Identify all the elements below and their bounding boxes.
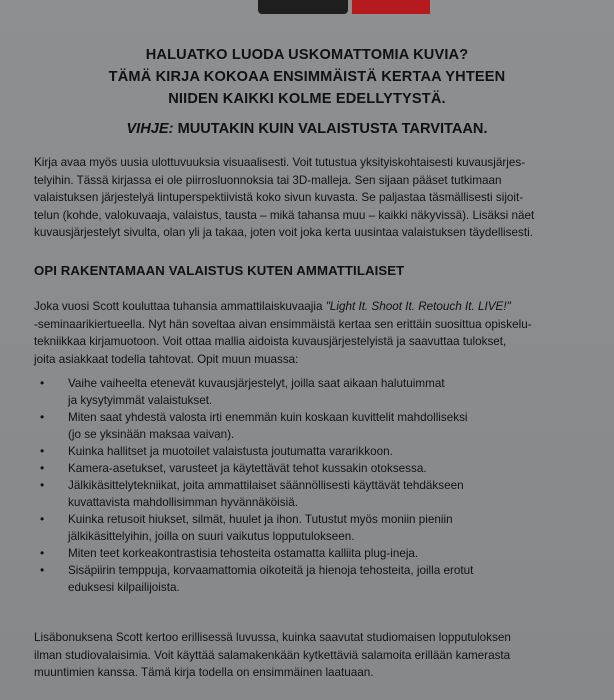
- list-item: [34, 443, 594, 460]
- list-item: [34, 562, 594, 596]
- hint-text: MUUTAKIN KUIN VALAISTUSTA TARVITAAN.: [177, 121, 488, 137]
- text-line: Jälkikäsittelytekniikat, joita ammattilaiset säännöllisesti käyttävät tehdäkseen: [68, 479, 464, 492]
- text-line: Kuinka retusoit hiukset, silmät, huulet ja ihon. Tutustut myös moniin pieniin: [68, 513, 453, 526]
- bullet-icon: •: [40, 563, 45, 577]
- text-line: valaistuksen järjestelyä lintuperspektiivistä koko sivun kuvasta. Se paljastaa täsmällisesti sijoit-: [34, 191, 524, 204]
- text-line: telyihin. Tässä kirjassa ei ole piirrosluonnoksia tai 3D-malleja. Sen sijaan pääset tutkimaan: [34, 173, 502, 187]
- text-line: kuvausjärjestelyt sivulta, olan yli ja takaa, joten voit joka kerta uusintaa valaistuksen täydellisesti.: [34, 226, 533, 239]
- bullet-icon: •: [40, 376, 45, 390]
- hint-heading: [34, 118, 580, 140]
- headline-line: HALUATKO LUODA USKOMATTOMIA KUVIA?: [145, 47, 469, 63]
- text-line: -seminaarikiertueella. Nyt hän soveltaa aivan ensimmäistä kertaa sen erittäin suosittua opiskelu-: [34, 317, 532, 331]
- text-line: ja kysytyimmät valaistukset.: [68, 394, 213, 407]
- text-line: tekniikkaa kirjamuotoon. Voit ottaa mallia aidoista kuvausjärjestelyistä ja saavuttaa tulokset,: [34, 335, 507, 348]
- text-line: joita asiakkaat todella tahtovat. Opit muun muassa:: [34, 352, 299, 366]
- headline: [34, 44, 580, 110]
- cover-title-fragment: [0, 0, 614, 22]
- bullet-icon: •: [40, 512, 45, 526]
- text-line: Miten saat yhdestä valosta irti enemmän kuin koskaan kuvittelit mahdolliseksi: [68, 411, 468, 424]
- bullet-icon: •: [40, 478, 45, 492]
- text-line: eduksesi kilpailijoista.: [68, 581, 180, 594]
- headline-line: TÄMÄ KIRJA KOKOAA ENSIMMÄISTÄ KERTAA YHTEEN: [108, 69, 506, 85]
- bullet-icon: •: [40, 410, 45, 424]
- bullet-icon: •: [40, 444, 45, 458]
- text-line: muuntimien kanssa. Tämä kirja todella on ensimmäinen laatuaan.: [34, 666, 374, 679]
- list-item: [34, 409, 594, 443]
- bullet-icon: •: [40, 546, 45, 560]
- title-letters-red: [352, 0, 430, 14]
- text-line: Kirja avaa myös uusia ulottuvuuksia visuaalisesti. Voit tutustua yksityiskohtaisesti kuvausjärjes-: [34, 156, 526, 169]
- text-segment: Joka vuosi Scott kouluttaa tuhansia ammattilaiskuvaajia: [34, 300, 326, 313]
- text-line: Kuinka hallitset ja muotoilet valaistusta joutumatta vararikkoon.: [68, 445, 393, 458]
- list-item: [34, 460, 594, 477]
- title-letters-dark: [258, 0, 348, 14]
- list-item: [34, 477, 594, 511]
- bullet-icon: •: [40, 461, 45, 475]
- list-item: [34, 511, 594, 545]
- closing-paragraph: [34, 629, 594, 682]
- learning-list: [34, 375, 594, 596]
- text-line: Lisäbonuksena Scott kertoo erillisessä luvussa, kuinka saavutat studiomaisen lopputuloksen: [34, 631, 511, 644]
- headline-line: NIIDEN KAIKKI KOLME EDELLYTYSTÄ.: [168, 91, 446, 107]
- text-line: Vaihe vaiheelta etenevät kuvausjärjestelyt, joilla saat aikaan halutuimmat: [68, 377, 445, 390]
- section-subheading: OPI RAKENTAMAAN VALAISTUS KUTEN AMMATTILAISET: [34, 263, 405, 278]
- text-line: Kamera-asetukset, varusteet ja käytettävät tehot kussakin otoksessa.: [68, 462, 427, 475]
- text-line: ilman studiovalaisimia. Voit käyttää salamakenkään kytkettäviä salamoita erillään kamerasta: [34, 648, 511, 662]
- text-line: telun (kohde, valokuvaaja, valaistus, tausta – mikä tahansa muu – kaikki näkyvissä). Lisäksi näet: [34, 208, 535, 222]
- text-line: (jo se yksinään maksaa vaivan).: [68, 428, 235, 441]
- hint-label: VIHJE:: [126, 121, 174, 137]
- text-line: kuvattavista mahdollisimman hyvännäköisiä.: [68, 496, 298, 509]
- text-line: Sisäpiirin temppuja, korvaamattomia oikoteitä ja hienoja tehosteita, joilla erotut: [68, 564, 474, 577]
- text-line: Miten teet korkeakontrastisia tehosteita ostamatta kalliita plug-ineja.: [68, 547, 419, 560]
- text-line: jälkikäsittelyihin, joilla on suuri vaikutus lopputulokseen.: [68, 530, 355, 543]
- list-item: [34, 545, 594, 562]
- text-line: [34, 298, 594, 316]
- scott-paragraph: [34, 298, 594, 368]
- list-item: [34, 375, 594, 409]
- seminar-title: "Light It. Shoot It. Retouch It. LIVE!": [325, 300, 511, 313]
- intro-paragraph: [34, 154, 594, 242]
